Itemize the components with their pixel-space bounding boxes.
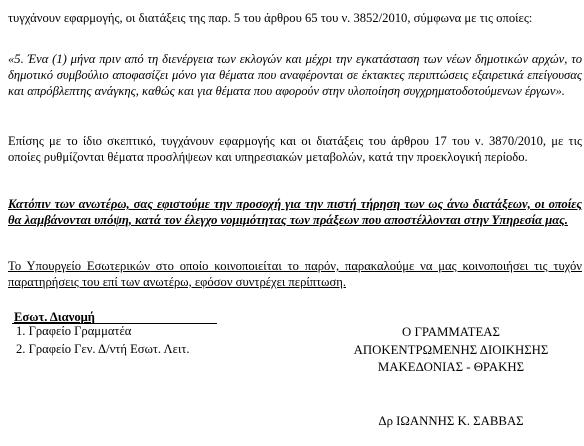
signature-region: ΜΑΚΕΔΟΝΙΑΣ - ΘΡΑΚΗΣ [377, 360, 525, 374]
paragraph-law-3870: Επίσης με το ίδιο σκεπτικό, τυγχάνουν εφαρμογής και οι διατάξεις του άρθρου 17 του ν. 3870/2010, με τις οποίες ρυθμίζονται θέματα προσλήψεων και υπηρεσιακών μεταβολών, κατά την προεκλογική περίοδο. [8, 134, 582, 164]
signature-authority: ΑΠΟΚΕΝΤΡΩΜΕΝΗΣ ΔΙΟΙΚΗΣΗΣ [353, 343, 549, 357]
paragraph-quote: «5. Ένα (1) μήνα πριν από τη διενέργεια των εκλογών και μέχρι την εγκατάσταση των νέων δημοτικών αρχών, το δημοτικό συμβούλιο αποφασίζει μόνο για θέματα που αναφέρονται σε έκτακτες περιπτώσεις εξαιρετικά επείγουσας και απρόβλεπτης ανάγκης, καθώς και για θέματα που αφορούν στην υλοποίηση συγχρηματοδοτούμενων έργων». [8, 52, 582, 98]
paragraph-notice: Κατόπιν των ανωτέρω, σας εφιστούμε την προσοχή για την πιστή τήρηση των ως άνω διατάξεων, οι οποίες θα λαμβάνονται υπόψη, κατά τον έλεγχο νομιμότητας των πράξεων που αποστέλλονται στην Υπηρεσία μας. [8, 197, 582, 227]
paragraph-intro: τυγχάνουν εφαρμογής, οι διατάξεις της παρ. 5 του άρθρου 65 του ν. 3852/2010, σύμφωνα με τις οποίες: [8, 11, 533, 25]
paragraph-ministry: Το Υπουργείο Εσωτερικών στο οποίο κοινοποιείται το παρόν, παρακαλούμε να μας κοινοποιήσει τις τυχόν παρατηρήσεις του επί των ανωτέρω, εφόσον συντρέχει περίπτωση. [8, 259, 582, 289]
distribution-item: 1. Γραφείο Γραμματέα [16, 324, 132, 338]
distribution-title: Εσωτ. Διανομή [14, 310, 95, 324]
distribution-item: 2. Γραφείο Γεν. Δ/ντή Εσωτ. Λειτ. [16, 342, 190, 356]
signature-title: Ο ΓΡΑΜΜΑΤΕΑΣ [402, 325, 500, 339]
signature-name: Δρ ΙΩΑΝΝΗΣ Κ. ΣΑΒΒΑΣ [378, 414, 524, 428]
